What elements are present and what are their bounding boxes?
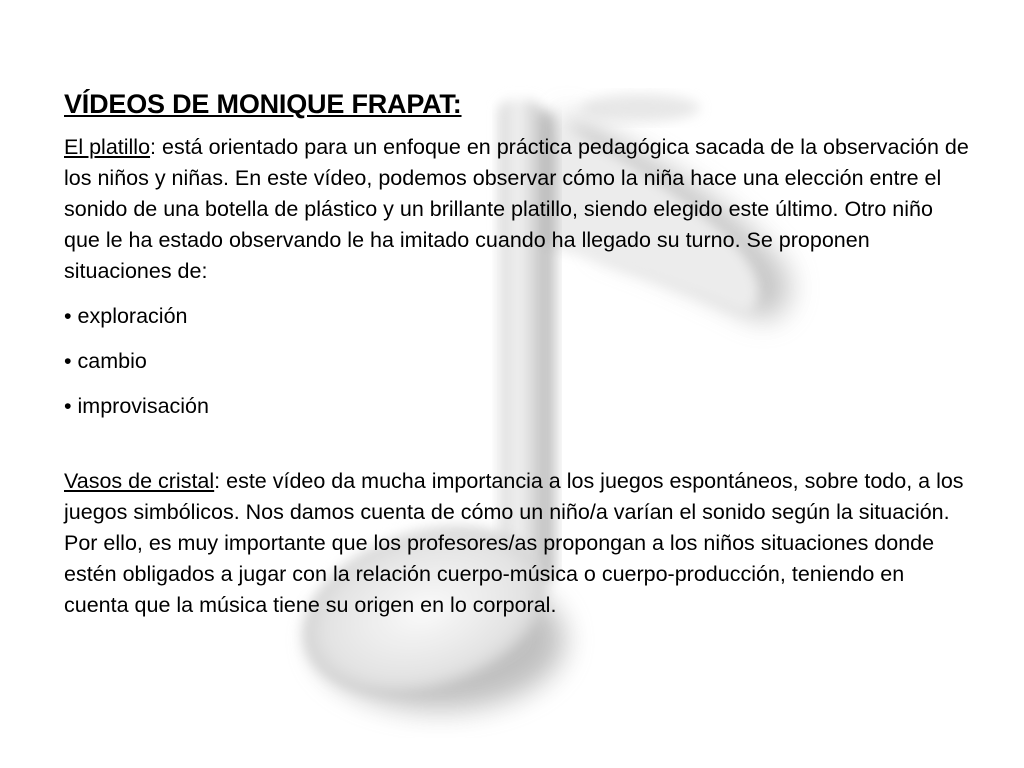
bullet-item-cambio (64, 346, 969, 377)
paragraph-el-platillo (64, 132, 969, 287)
term-el-platillo: El platillo (64, 135, 151, 159)
bullet-symbol: • (64, 304, 72, 328)
bullet-label: exploración (77, 304, 188, 328)
paragraph-vasos-de-cristal-text: : este vídeo da mucha importancia a los juegos espontáneos, sobre todo, a los juegos simbólicos. Nos damos cuenta de cómo un niño/a varían el sonido según la situación. Por ello, es muy importante que los profesores/as propongan a los niños situaciones donde estén obligados a jugar con la relación cuerpo-música o cuerpo-producción, teniendo en cuenta que la música tiene su origen en lo corporal. (64, 469, 964, 617)
bullet-item-improvisacion (64, 391, 969, 422)
bullet-label: cambio (77, 349, 147, 373)
paragraph-el-platillo-text: : está orientado para un enfoque en práctica pedagógica sacada de la observación de los niños y niñas. En este vídeo, podemos observar cómo la niña hace una elección entre el sonido de una botella de plástico y un brillante platillo, siendo elegido este último. Otro niño que le ha estado observando le ha imitado cuando ha llegado su turno. Se proponen situaciones de: (64, 135, 969, 283)
bullet-label: improvisación (77, 394, 209, 418)
paragraph-vasos-de-cristal (64, 466, 969, 621)
slide-content (64, 84, 969, 621)
slide-title: VÍDEOS DE MONIQUE FRAPAT: (64, 89, 462, 119)
bullet-item-exploracion (64, 301, 969, 332)
bullet-symbol: • (64, 394, 72, 418)
term-vasos-de-cristal: Vasos de cristal (64, 469, 215, 493)
bullet-symbol: • (64, 349, 72, 373)
